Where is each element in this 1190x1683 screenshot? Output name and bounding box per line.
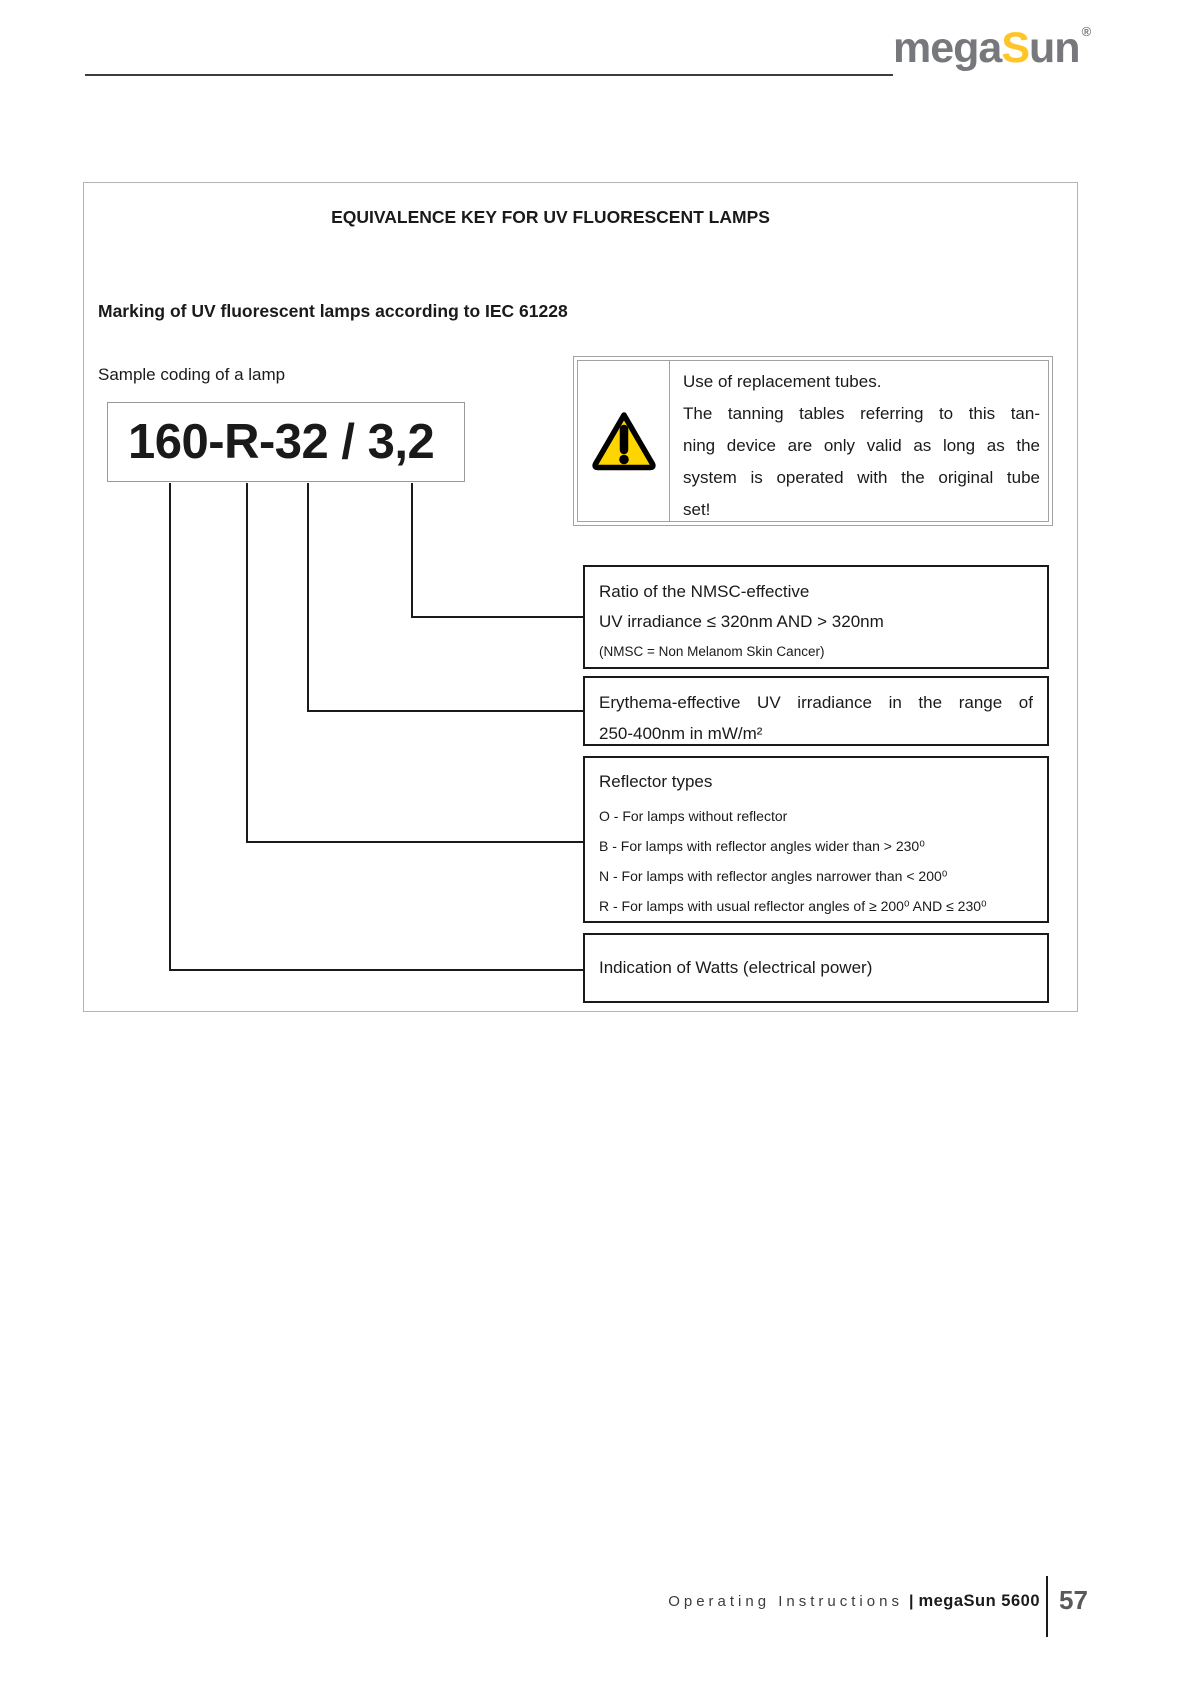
- footer-separator: |: [908, 1593, 914, 1610]
- reflector-item-O: O - For lamps without reflector: [599, 808, 788, 824]
- erythema-line1: Erythema-effective UV irradiance in the range of: [599, 693, 1033, 712]
- reflector-item-R: R - For lamps with usual reflector angles of ≥ 200⁰ AND ≤ 230⁰: [599, 898, 987, 914]
- ratio-line2: UV irradiance ≤ 320nm AND > 320nm: [599, 612, 884, 631]
- warning-box-inner: [577, 360, 1049, 522]
- reflector-item-B: B - For lamps with reflector angles wider than > 230⁰: [599, 838, 925, 854]
- warning-line: The tanning tables referring to this tan-: [683, 404, 1040, 423]
- erythema-line2: 250-400nm in mW/m²: [599, 724, 763, 743]
- registered-mark: ®: [1081, 24, 1092, 39]
- ratio-box: [583, 565, 1049, 669]
- panel-subtitle: Marking of UV fluorescent lamps according to IEC 61228: [98, 301, 568, 321]
- footer-product-name: megaSun 5600: [918, 1592, 1040, 1610]
- connector-reflector-vertical: [246, 483, 248, 843]
- lamp-code-box: [107, 402, 465, 482]
- connector-ratio-horizontal: [411, 616, 583, 618]
- warning-line: ning device are only valid as long as the: [683, 436, 1040, 455]
- reflector-item-N: N - For lamps with reflector angles narrower than < 200⁰: [599, 868, 948, 884]
- footer-doc-title: Operating Instructions: [668, 1593, 903, 1610]
- connector-watts-horizontal: [169, 969, 583, 971]
- megasun-logo: [893, 24, 1091, 73]
- sample-coding-label: Sample coding of a lamp: [98, 365, 286, 384]
- warning-line: system is operated with the original tube: [683, 468, 1040, 487]
- reflector-types-box: [583, 756, 1049, 923]
- header-rule: [85, 74, 893, 76]
- lamp-code: 160-R-32 / 3,2: [128, 415, 435, 469]
- erythema-box: [583, 676, 1049, 746]
- logo-part2: un: [1029, 24, 1080, 72]
- warning-line: Use of replacement tubes.: [683, 372, 882, 391]
- connector-erythema-horizontal: [307, 710, 583, 712]
- warning-line: set!: [683, 500, 711, 519]
- warning-triangle-icon: [591, 410, 657, 472]
- connector-watts-vertical: [169, 483, 171, 971]
- connector-reflector-horizontal: [246, 841, 583, 843]
- logo-accent: S: [1001, 24, 1030, 72]
- connector-ratio-vertical: [411, 483, 413, 618]
- footer: [400, 1592, 1040, 1611]
- connector-erythema-vertical: [307, 483, 309, 712]
- warning-text: [670, 361, 1048, 521]
- page-number: 57: [1059, 1585, 1088, 1615]
- panel-title: EQUIVALENCE KEY FOR UV FLUORESCENT LAMPS: [331, 207, 770, 227]
- watts-box: [583, 933, 1049, 1003]
- footer-divider: [1046, 1576, 1048, 1637]
- ratio-line1: Ratio of the NMSC-effective: [599, 582, 810, 601]
- watts-line: Indication of Watts (electrical power): [599, 958, 873, 977]
- warning-icon-cell: [578, 361, 670, 521]
- reflector-heading: Reflector types: [599, 772, 713, 791]
- warning-box: [573, 356, 1053, 526]
- ratio-note: (NMSC = Non Melanom Skin Cancer): [599, 644, 825, 659]
- logo-part1: mega: [893, 24, 1002, 72]
